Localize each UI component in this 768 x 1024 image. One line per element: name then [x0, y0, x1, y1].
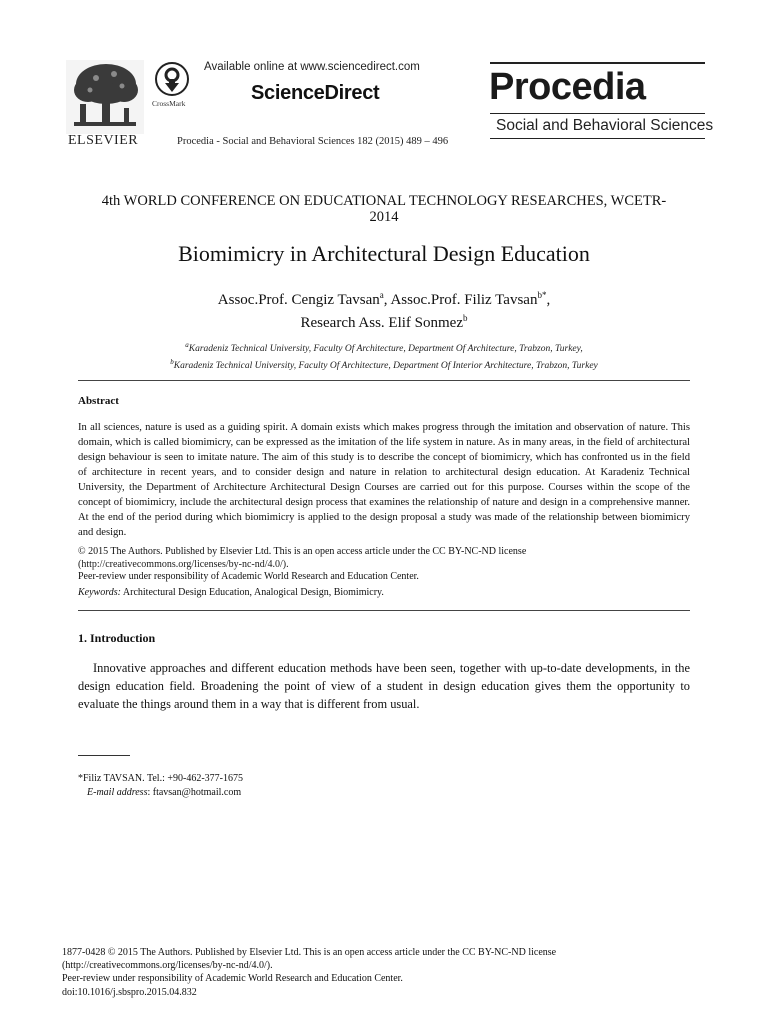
affiliation-item — [60, 356, 708, 373]
available-online-text: Available online at www.sciencedirect.com — [204, 61, 420, 73]
journal-logo-title: Procedia — [489, 66, 646, 108]
author-separator: , — [383, 292, 391, 308]
footnote-rule — [78, 755, 130, 756]
abstract-heading: Abstract — [78, 395, 119, 407]
author-name: Assoc.Prof. Filiz Tavsan — [390, 292, 538, 308]
conference-name — [60, 193, 708, 225]
author-line-1 — [60, 286, 708, 309]
abstract-bottom-rule — [78, 610, 690, 611]
introduction-body: Innovative approaches and different education methods have been seen, together with up-to-date developments, in the design education field. Broadening the point of view of a student in design education gives them the opportunity to evaluate the things around them in a way that is different from usual. — [78, 661, 690, 711]
affiliation-text: Karadeniz Technical University, Faculty Of Architecture, Department Of Interior Architecture, Trabzon, Turkey — [173, 361, 598, 372]
keywords-label: Keywords: — [78, 587, 121, 598]
journal-citation: Procedia - Social and Behavioral Sciences 182 (2015) 489 – 496 — [177, 136, 449, 147]
publisher-name: ELSEVIER — [68, 133, 139, 148]
affiliation-text: Karadeniz Technical University, Faculty Of Architecture, Department Of Architecture, Trabzon, Turkey, — [188, 344, 583, 355]
conference-line-2: 2014 — [369, 209, 399, 225]
keywords-text: Architectural Design Education, Analogical Design, Biomimicry. — [120, 587, 384, 598]
copyright-footer — [62, 946, 702, 999]
email-address[interactable]: : ftavsan@hotmail.com — [147, 787, 242, 798]
keywords-line — [78, 587, 384, 598]
author-name: Assoc.Prof. Cengiz Tavsan — [217, 292, 380, 308]
copyright-peer-review: Peer-review under responsibility of Academic World Research and Education Center. — [62, 973, 403, 985]
crossmark-icon[interactable] — [155, 62, 189, 96]
journal-logo-rule — [490, 138, 705, 139]
conference-line-1: 4th WORLD CONFERENCE ON EDUCATIONAL TECHNOLOGY RESEARCHES, WCETR- — [101, 193, 667, 209]
author-list — [60, 286, 708, 332]
paper-title: Biomimicry in Architectural Design Education — [178, 241, 590, 266]
author-separator: , — [546, 292, 551, 308]
affiliation-list — [60, 339, 708, 373]
doi-line[interactable]: doi:10.1016/j.sbspro.2015.04.832 — [62, 986, 197, 998]
license-line: © 2015 The Authors. Published by Elsevier Ltd. This is an open access article under the CC BY-NC-ND license — [78, 546, 527, 557]
license-link[interactable]: (http://creativecommons.org/licenses/by-nc-nd/4.0/). — [78, 558, 289, 570]
sciencedirect-logo: ScienceDirect — [251, 82, 380, 104]
corresponding-author-email — [87, 787, 241, 798]
abstract-body: In all sciences, nature is used as a guiding spirit. A domain exists which makes progress through the imitation and observation of nature. This domain, which is called biomimicry, can be expressed as the imitation of the life system in nature. As in many areas, in the field of architectural design behaviour is seen to imitate nature. The aim of this study is to describe the concept of biomimicry, which has confronted us in the field of architecture in recent years, and to consider design and nature in relation to architectural design education. At Karadeniz Technical University, the Department of Architecture Architectural Design Courses are carried out for this purpose. Courses within the scope of the concept of biomimicry, include the architectural design process that examines the relationship of nature and design in a comprehensive manner. At the end of the period during which biomimicry is applied to the design proposal a study was made of the relationship between biomimicry and design. — [78, 422, 690, 538]
author-name: Research Ass. Elif Sonmez — [300, 315, 463, 331]
affiliation-mark: a — [185, 341, 189, 349]
journal-logo-subtitle: Social and Behavioral Sciences — [496, 117, 714, 134]
author-affiliation-mark: a — [379, 290, 384, 300]
author-line-2 — [60, 309, 708, 332]
email-label: E-mail address — [87, 787, 148, 798]
author-affiliation-mark: b — [462, 313, 468, 323]
copyright-license-link[interactable]: (http://creativecommons.org/licenses/by-nc-nd/4.0/). — [62, 960, 273, 972]
page-header — [0, 0, 768, 160]
affiliation-item — [60, 339, 708, 356]
affiliation-mark: b — [170, 358, 174, 367]
journal-logo-rule — [490, 113, 705, 114]
journal-logo-rule — [490, 62, 705, 64]
license-statement — [78, 546, 690, 584]
peer-review-line: Peer-review under responsibility of Academic World Research and Education Center. — [78, 571, 419, 582]
crossmark-label: CrossMark — [152, 99, 186, 108]
section-heading: 1. Introduction — [78, 631, 156, 645]
corresponding-author-contact: *Filiz TAVSAN. Tel.: +90-462-377-1675 — [78, 773, 243, 784]
elsevier-tree-icon — [66, 60, 144, 134]
author-affiliation-mark: b* — [537, 290, 547, 300]
copyright-line: 1877-0428 © 2015 The Authors. Published by Elsevier Ltd. This is an open access article under the CC BY-NC-ND license — [62, 947, 557, 958]
abstract-top-rule — [78, 380, 690, 381]
